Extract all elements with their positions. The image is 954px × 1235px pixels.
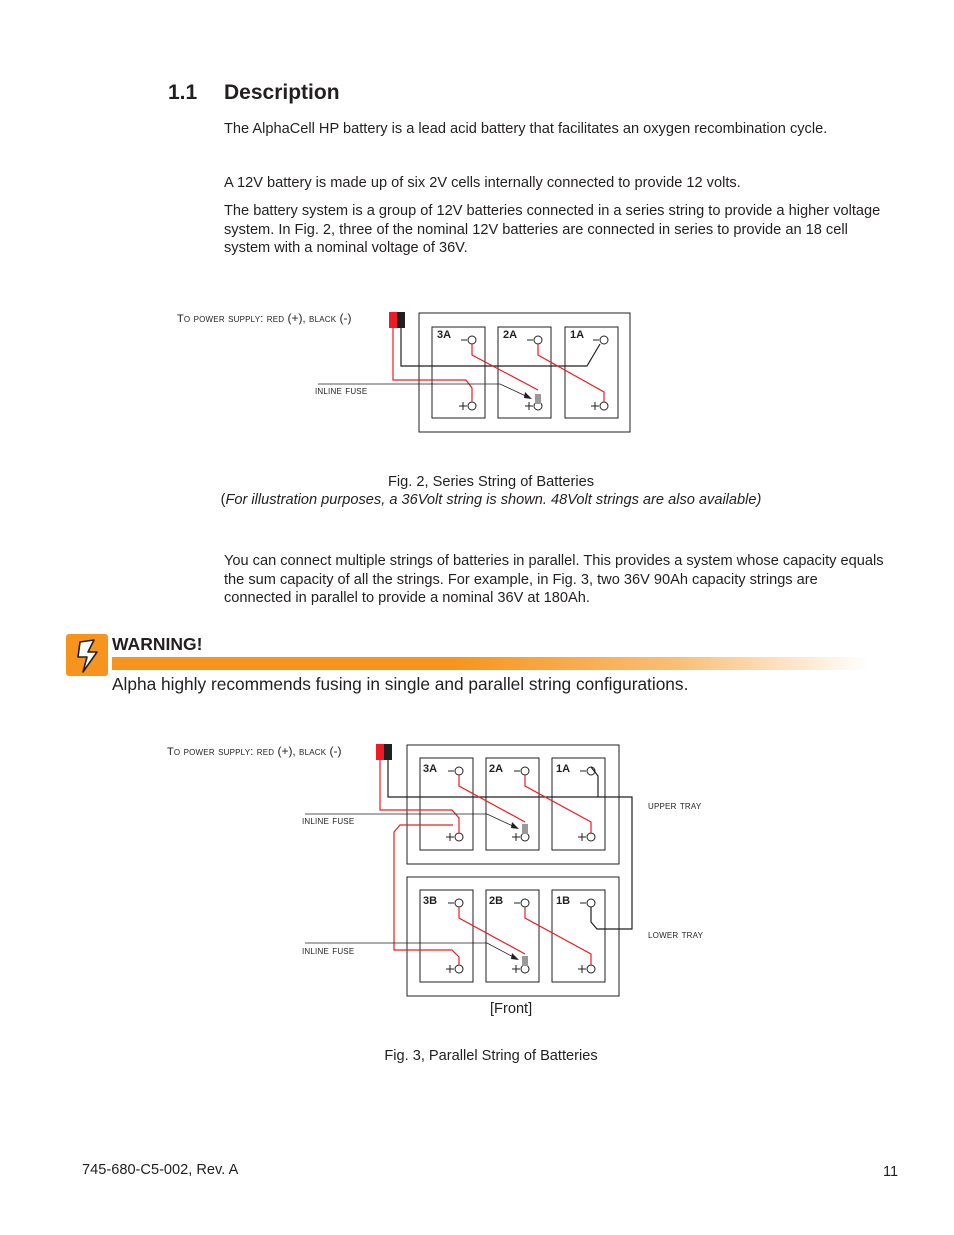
fig2-label-3A: 3A	[437, 329, 452, 341]
fig3-label-1A: 1A	[556, 763, 571, 775]
fig3-fuse-label-lower: inline fuse	[302, 945, 355, 957]
paragraph-3: The battery system is a group of 12V batteries connected in a series string to provide a higher voltage system. In Fig. 2, three of the nominal 12V batteries are connected in series to provide an 18 cell system with a nominal voltage of 36V.	[224, 203, 881, 256]
fig2-note: (For illustration purposes, a 36Volt string is shown. 48Volt strings are also available)	[220, 492, 762, 508]
fig3-label-3A: 3A	[423, 763, 438, 775]
fig2-label-1A: 1A	[570, 329, 585, 341]
fig3-label-1B: 1B	[556, 895, 571, 907]
paragraph-4: You can connect multiple strings of batteries in parallel. This provides a system whose capacity equals the sum capacity of all the strings. For example, in Fig. 3, two 36V 90Ah capacity strings are connected in parallel to provide a nominal 36V at 180Ah.	[224, 553, 884, 606]
fig3-fuse-label-upper: inline fuse	[302, 815, 355, 827]
fig3-label-2A: 2A	[489, 763, 504, 775]
fig3-lower-tray-label: lower tray	[648, 929, 704, 941]
fig2-fuse-label: inline fuse	[315, 385, 368, 397]
section-number: 1.1	[168, 81, 198, 104]
paragraph-1: The AlphaCell HP battery is a lead acid battery that facilitates an oxygen recombination cycle.	[224, 121, 828, 137]
fig2-label-2A: 2A	[503, 329, 518, 341]
paragraph-2: A 12V battery is made up of six 2V cells internally connected to provide 12 volts.	[224, 175, 741, 191]
fig2-power-label: To power supply: red (+), black (-)	[177, 311, 352, 325]
fig3-upper-tray-label: upper tray	[648, 800, 702, 812]
warning-text: Alpha highly recommends fusing in single and parallel string configurations.	[112, 674, 689, 694]
footer-page-number: 11	[883, 1164, 899, 1180]
fig3-label-3B: 3B	[423, 895, 438, 907]
fig2-caption: Fig. 2, Series String of Batteries	[387, 474, 595, 490]
fig3-power-label: To power supply: red (+), black (-)	[167, 744, 342, 758]
section-title: Description	[224, 81, 340, 104]
fig3-caption: Fig. 3, Parallel String of Batteries	[384, 1048, 598, 1064]
fig3-label-2B: 2B	[489, 895, 504, 907]
footer-doc-number: 745-680-C5-002, Rev. A	[82, 1162, 239, 1178]
fig3-front-label: [Front]	[490, 1001, 533, 1017]
warning-title: WARNING!	[112, 634, 203, 654]
